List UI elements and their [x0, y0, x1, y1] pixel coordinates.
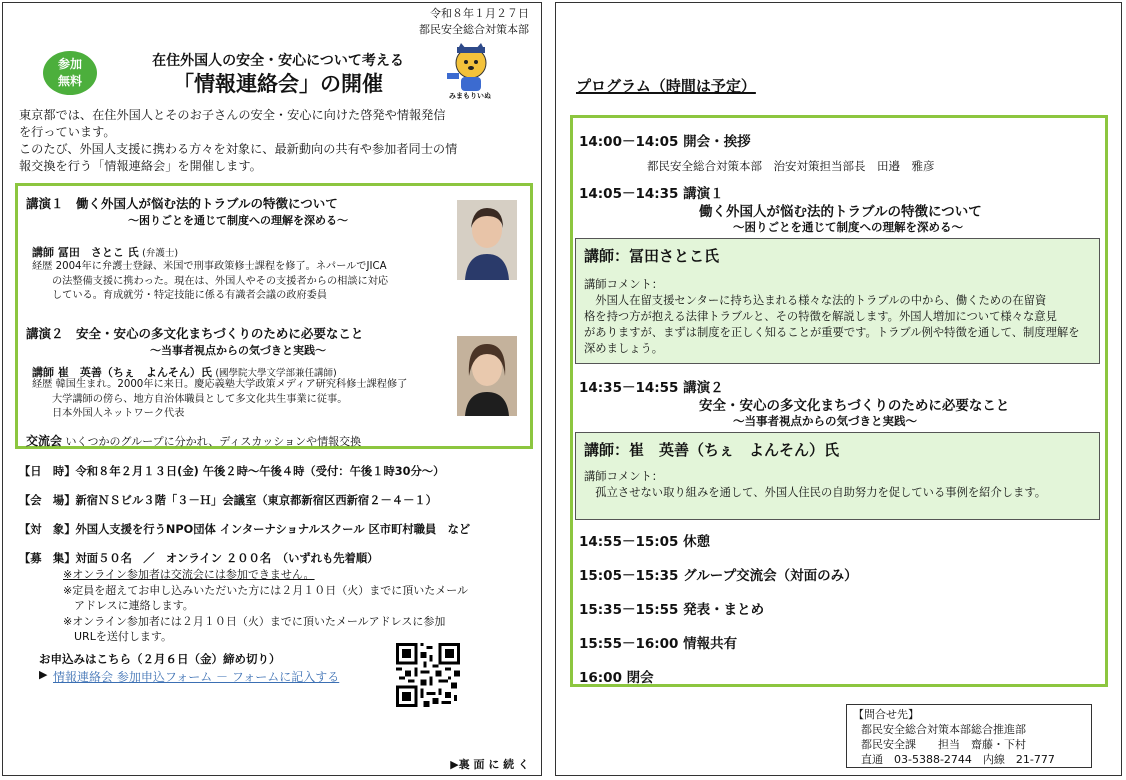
qr-code[interactable]	[396, 643, 460, 707]
badge-line-2: 無料	[57, 74, 82, 88]
comment-line: 深めましょう。	[584, 342, 664, 355]
program-break: 14:55－15:05 休憩	[579, 534, 711, 550]
note-online-exchange: ※オンライン参加者は交流会には参加できません。	[63, 568, 315, 581]
speaker1-box	[575, 238, 1100, 364]
badge-line-1: 参加	[57, 57, 82, 71]
note-line: URLを送付します。	[63, 630, 172, 643]
intro-line: 東京都では、在住外国人とそのお子さんの安全・安心に向けた啓発や情報発信	[19, 108, 446, 122]
note-line: ※オンライン参加者には２月１０日（火）までに頂いたメールアドレスに参加	[63, 615, 446, 628]
mascot-illustration	[443, 41, 499, 101]
speaker1-comment	[584, 293, 1094, 357]
program-title: プログラム（時間は予定）	[576, 77, 756, 95]
lecturer2-bio	[32, 378, 452, 422]
program-lecture1-time: 14:05－14:35 講演１	[579, 186, 724, 202]
intro-line: このたび、外国人支援に携わる方々を対象に、最新動向の共有や参加者同士の情	[19, 142, 458, 156]
speaker2-comment-label: 講師コメント：	[584, 470, 664, 483]
speaker1-name: 講師：冨田さとこ氏	[584, 247, 720, 265]
contact-line: 都民安全総合対策本部総合推進部	[861, 723, 1026, 736]
lecture2-subtitle: ～当事者視点からの気づきと実践～	[150, 344, 326, 357]
comment-line: 外国人在留支援センターに持ち込まれる様々な法的トラブルの中から、働くための在留資	[584, 294, 1047, 307]
detail-target: 【対 象】外国人支援を行うNPO団体 インターナショナルスクール 区市町村職員 など	[19, 523, 471, 536]
intro-text	[19, 107, 539, 175]
lecturer2-name: 講師 崔 英善（ちぇ よんそん）氏	[32, 366, 212, 379]
program-lecture2-time: 14:35－14:55 講演２	[579, 380, 724, 396]
issue-date-block	[419, 6, 529, 38]
note-line: ※定員を超えてお申し込みいただいた方には２月１０日（火）までに頂いたメール	[63, 584, 468, 597]
lecturer1-photo	[457, 200, 517, 280]
contact-box	[846, 704, 1092, 768]
speaker1-comment-label: 講師コメント：	[584, 278, 664, 291]
program-info-sharing: 15:55－16:00 情報共有	[579, 636, 738, 652]
lecturer2-photo	[457, 336, 517, 416]
program-opening: 14:00－14:05 開会・挨拶	[579, 134, 751, 150]
program-lecture2-subtitle: ～当事者視点からの気づきと実践～	[733, 414, 917, 428]
exchange-label: 交流会	[26, 434, 63, 448]
program-presentation: 15:35－15:55 発表・まとめ	[579, 602, 765, 618]
program-opening-speaker: 都民安全総合対策本部 治安対策担当部長 田邉 雅彦	[647, 159, 935, 173]
detail-datetime: 【日 時】令和８年２月１３日(金) 午後２時～午後４時（受付：午後１時30分～）	[19, 465, 445, 478]
bio-line: 大学講師の傍ら、地方自治体職員として多文化共生事業に従事。	[52, 393, 348, 405]
flyer-front-page	[2, 2, 542, 776]
mascot-name: みまもりいぬ	[449, 92, 491, 100]
speaker2-comment: 孤立させない取り組みを通して、外国人住民の自助努力を促している事例を紹介します。	[584, 486, 1047, 499]
application-form-link[interactable]: 情報連絡会 参加申込フォーム － フォームに記入する	[53, 670, 340, 684]
lectures-box	[15, 183, 533, 449]
bio-line: の法整備支援に携わった。現在は、外国人やその支援者からの相談に対応	[52, 275, 389, 287]
program-group-exchange: 15:05－15:35 グループ交流会（対面のみ）	[579, 568, 858, 584]
speaker2-name: 講師：崔 英善（ちぇ よんそん）氏	[584, 441, 840, 459]
link-arrow-icon: ▶	[39, 668, 48, 681]
issue-date: 令和８年１月２７日	[430, 7, 529, 20]
flyer-back-page	[555, 2, 1122, 776]
comment-line: 格を持つ方が抱える法律トラブルと、その特徴を解説します。外国人増加について様々な意見	[584, 310, 1057, 323]
contact-phone: 直通 03-5388-2744 内線 21-777	[861, 753, 1055, 766]
note-line: アドレスに連絡します。	[63, 599, 194, 612]
comment-line: がありますが、まずは制度を正しく知ることが重要です。トラブル例や特徴を通して、制度理解を	[584, 326, 1080, 339]
lecturer1-note: (弁護士)	[142, 248, 179, 259]
lecturer1-line	[32, 244, 178, 260]
contact-heading: 【問合せ先】	[853, 708, 919, 721]
apply-deadline: お申込みはこちら（２月６日（金）締め切り）	[39, 652, 281, 666]
speaker2-box	[575, 432, 1100, 520]
page-title: 「情報連絡会」の開催	[173, 72, 383, 96]
lecturer2-note: (國學院大學文学部兼任講師)	[215, 368, 337, 379]
intro-line: 報交換を行う「情報連絡会」を開催します。	[19, 159, 262, 173]
bio-line: 経歴 2004年に弁護士登録、米国で刑事政策修士課程を修了。ネパールでJICA	[32, 261, 387, 272]
free-participation-badge	[43, 51, 97, 95]
detail-capacity: 【募 集】対面５０名 ／ オンライン ２００名 （いずれも先着順）	[19, 552, 379, 565]
lecture1-subtitle: ～困りごとを通じて制度への理解を深める～	[128, 214, 348, 227]
program-lecture2-title: 安全・安心の多文化まちづくりのために必要なこと	[699, 398, 1010, 414]
exchange-line	[26, 432, 361, 449]
title-subheading: 在住外国人の安全・安心について考える	[152, 53, 404, 69]
bio-line: している。育成就労・特定技能に係る有識者会議の政府委員	[52, 290, 328, 301]
lecturer1-name: 講師 冨田 さとこ 氏	[32, 246, 139, 259]
program-lecture1-subtitle: ～困りごとを通じて制度への理解を深める～	[733, 220, 963, 234]
lecture1-title: 講演１ 働く外国人が悩む法的トラブルの特徴について	[26, 196, 338, 211]
program-lecture1-title: 働く外国人が悩む法的トラブルの特徴について	[699, 204, 982, 220]
bio-line: 経歴 韓国生まれ。2000年に来日。慶応義塾大学政策メディア研究科修士課程修了	[32, 379, 408, 390]
continued-on-back-label: ▶裏 面 に 続 く	[450, 758, 529, 771]
lecture2-title: 講演２ 安全・安心の多文化まちづくりのために必要なこと	[26, 326, 364, 341]
program-closing: 16:00 閉会	[579, 670, 654, 686]
contact-line: 都民安全課 担当 齋藤・下村	[861, 738, 1026, 751]
exchange-text: いくつかのグループに分かれ、ディスカッションや情報交換	[65, 435, 362, 448]
bio-line: 日本外国人ネットワーク代表	[52, 408, 185, 419]
issuing-department: 都民安全総合対策本部	[419, 23, 529, 36]
detail-venue: 【会 場】新宿ＮＳビル３階「３－Ｈ」会議室（東京都新宿区西新宿２－４－１）	[19, 494, 437, 507]
intro-line: を行っています。	[19, 125, 116, 139]
lecturer1-bio	[32, 260, 452, 304]
program-box	[570, 115, 1108, 687]
